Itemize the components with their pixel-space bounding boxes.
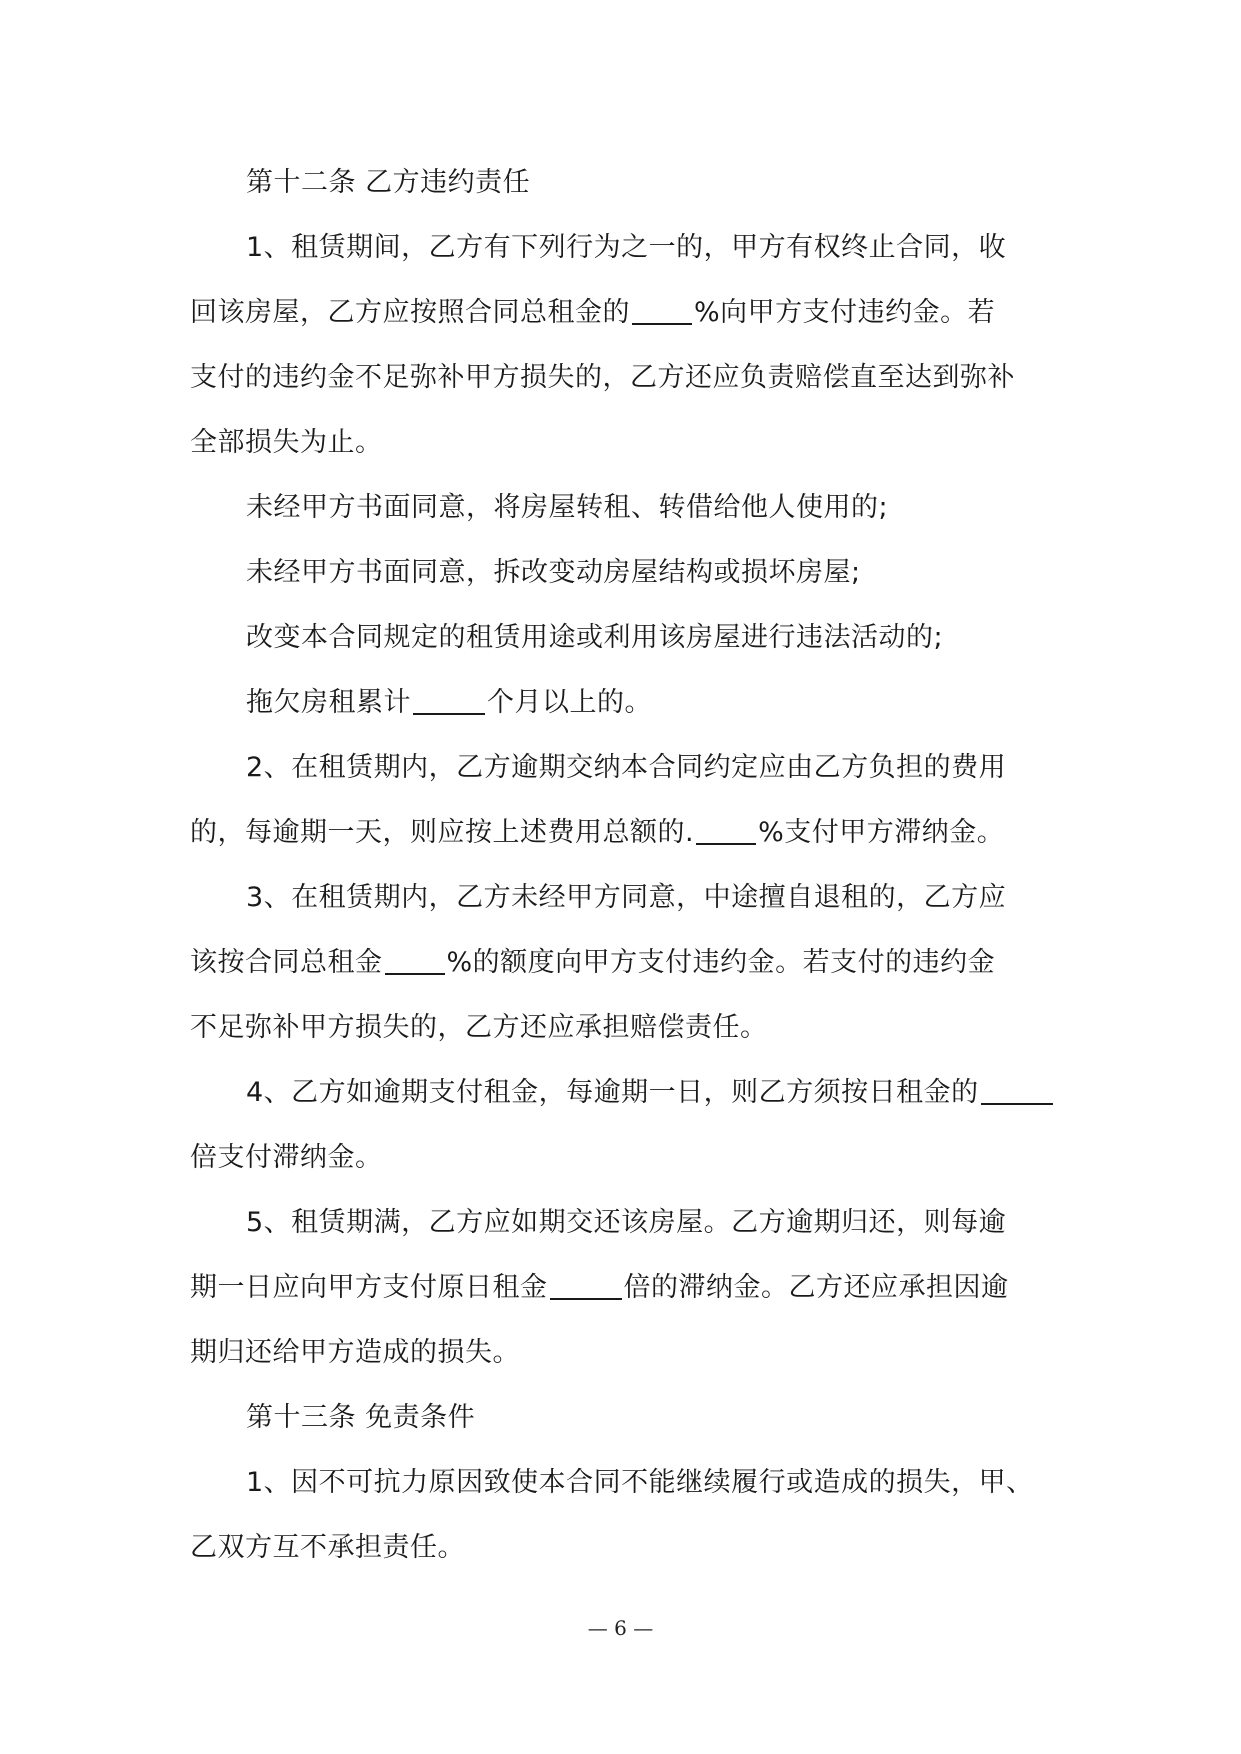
text-line (190, 215, 1070, 280)
text-segment: 1、因不可抗力原因致使本合同不能继续履行或造成的损失，甲、 (246, 1467, 1034, 1498)
text-segment: 未经甲方书面同意，拆改变动房屋结构或损坏房屋; (246, 557, 861, 588)
text-segment: 4、乙方如逾期支付租金，每逾期一日，则乙方须按日租金的 (246, 1077, 979, 1108)
text-line (190, 670, 1070, 735)
text-segment: 不足弥补甲方损失的，乙方还应承担赔偿责任。 (190, 1012, 768, 1043)
text-segment: 1、租赁期间，乙方有下列行为之一的，甲方有权终止合同，收 (246, 232, 1007, 263)
text-line (190, 865, 1070, 930)
text-segment: 拖欠房租累计 (246, 687, 411, 718)
text-line (190, 1515, 1070, 1580)
text-segment: 个月以上的。 (487, 687, 652, 718)
fill-in-blank (632, 289, 692, 325)
text-line (190, 410, 1070, 475)
text-segment: 第十二条 乙方违约责任 (246, 167, 531, 198)
text-line (190, 1255, 1070, 1320)
text-line (190, 345, 1070, 410)
text-segment: 5、租赁期满，乙方应如期交还该房屋。乙方逾期归还，则每逾 (246, 1207, 1007, 1238)
text-segment: 未经甲方书面同意，将房屋转租、转借给他人使用的; (246, 492, 889, 523)
text-segment: 期一日应向甲方支付原日租金 (190, 1272, 548, 1303)
text-segment: 支付的违约金不足弥补甲方损失的，乙方还应负责赔偿直至达到弥补 (190, 362, 1015, 393)
text-segment: 2、在租赁期内，乙方逾期交纳本合同约定应由乙方负担的费用 (246, 752, 1007, 783)
text-line (190, 1385, 1070, 1450)
text-line (190, 800, 1070, 865)
text-line (190, 995, 1070, 1060)
text-line (190, 1320, 1070, 1385)
text-segment: %的额度向甲方支付违约金。若支付的违约金 (446, 947, 996, 978)
text-segment: 乙双方互不承担责任。 (190, 1532, 465, 1563)
text-line (190, 735, 1070, 800)
text-segment: 改变本合同规定的租赁用途或利用该房屋进行违法活动的; (246, 622, 944, 653)
document-body (190, 150, 1070, 1580)
fill-in-blank (385, 939, 445, 975)
text-line (190, 475, 1070, 540)
fill-in-blank (981, 1069, 1053, 1105)
fill-in-blank (413, 679, 485, 715)
text-line (190, 1450, 1070, 1515)
fill-in-blank (696, 809, 756, 845)
text-line (190, 605, 1070, 670)
text-segment: 倍的滞纳金。乙方还应承担因逾 (623, 1272, 1009, 1303)
text-segment: 期归还给甲方造成的损失。 (190, 1337, 520, 1368)
text-segment: %支付甲方滞纳金。 (758, 817, 1005, 848)
text-line (190, 1060, 1070, 1125)
text-line (190, 1190, 1070, 1255)
text-line (190, 540, 1070, 605)
fill-in-blank (550, 1264, 622, 1300)
text-segment: 全部损失为止。 (190, 427, 383, 458)
text-segment: 该按合同总租金 (190, 947, 383, 978)
text-segment: 倍支付滞纳金。 (190, 1142, 383, 1173)
text-line (190, 930, 1070, 995)
text-segment: 3、在租赁期内，乙方未经甲方同意，中途擅自退租的，乙方应 (246, 882, 1007, 913)
text-segment: 的，每逾期一天，则应按上述费用总额的. (190, 817, 695, 848)
text-segment: 第十三条 免责条件 (246, 1402, 476, 1433)
text-segment: 回该房屋，乙方应按照合同总租金的 (190, 297, 630, 328)
text-line (190, 1125, 1070, 1190)
page-number: — 6 — (587, 1616, 654, 1640)
text-segment: %向甲方支付违约金。若 (694, 297, 996, 328)
text-line (190, 280, 1070, 345)
text-line (190, 150, 1070, 215)
